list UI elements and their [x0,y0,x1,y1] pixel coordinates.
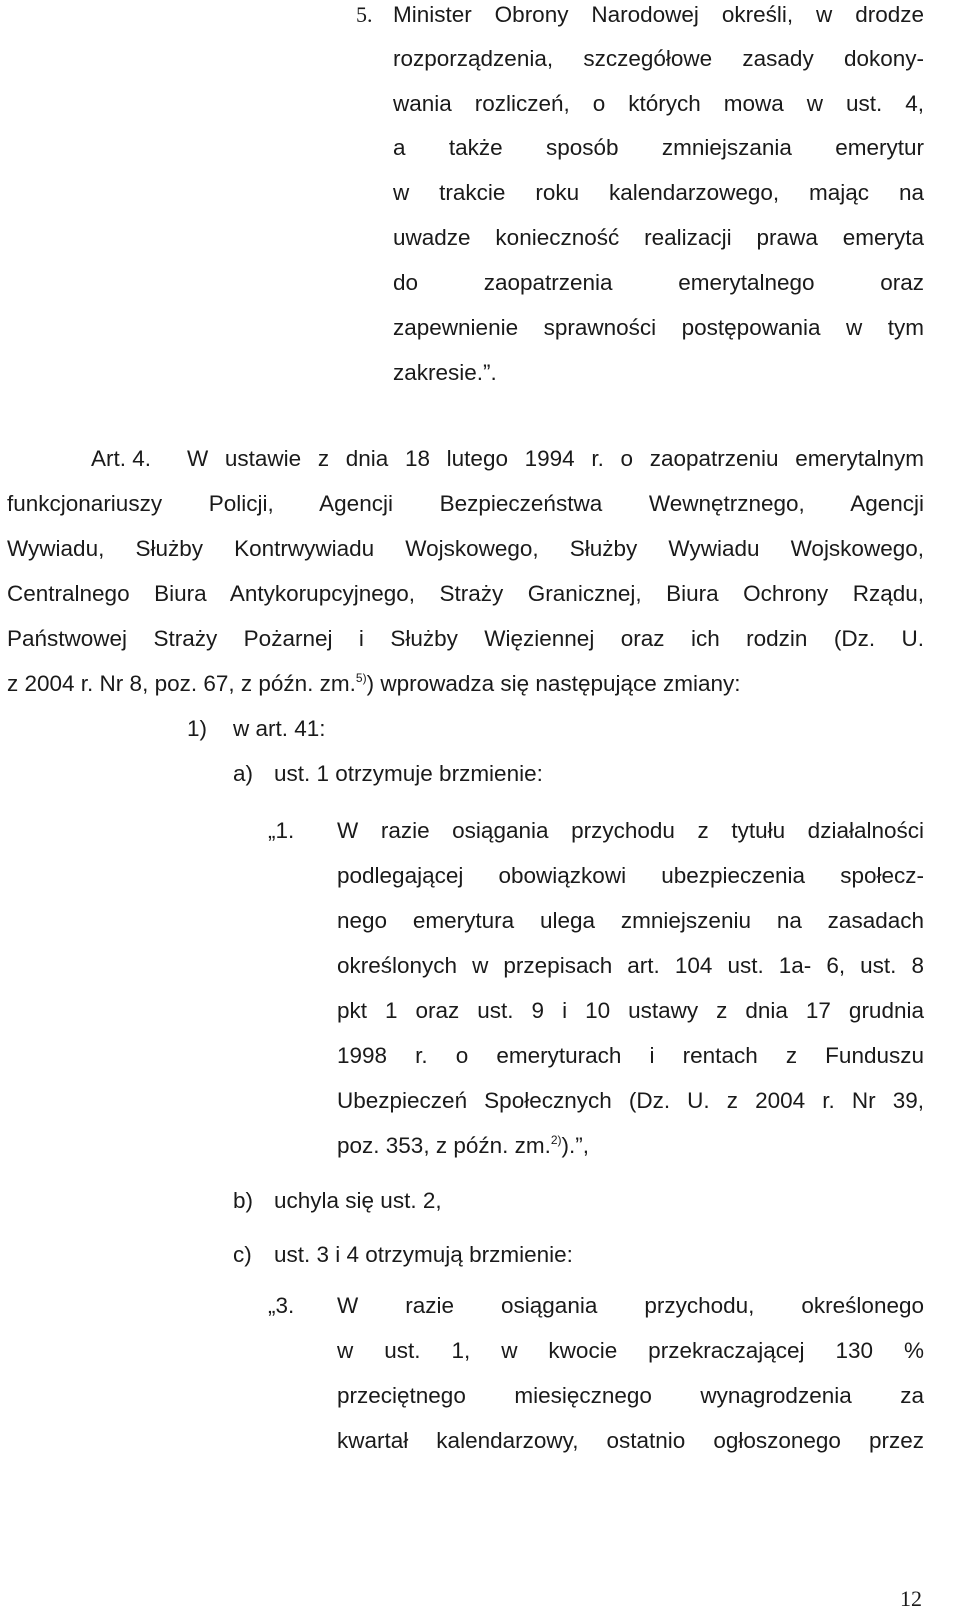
item-5-number: 5. [356,2,373,27]
letter-b-text: uchyla się ust. 2, [274,1188,442,1213]
item-5-line-5: w trakcie roku kalendarzowego, mając na [393,180,924,205]
letter-a-text: ust. 1 otrzymuje brzmienie: [274,761,543,786]
quote-3-line-4: kwartał kalendarzowy, ostatnio ogłoszonego przez [337,1428,924,1453]
quote-1-line-6: 1998 r. o emeryturach i rentach z Funduszu [337,1043,924,1068]
page-number: 12 [900,1586,922,1611]
letter-c-text: ust. 3 i 4 otrzymują brzmienie: [274,1242,573,1267]
point-1-label: 1) [187,716,208,741]
item-5-line-9: zakresie.”. [393,360,497,385]
quote-3-line-1: W razie osiągania przychodu, określonego [337,1293,924,1318]
article-4-line-6-start: z 2004 r. Nr 8, poz. 67, z późn. zm. [7,671,356,696]
quote-1-number: „1. [268,818,295,843]
item-5-line-7: do zaopatrzenia emerytalnego oraz [393,270,924,295]
letter-a-label: a) [233,761,254,786]
letter-c-label: c) [233,1242,252,1267]
quote-3-line-3: przeciętnego miesięcznego wynagrodzenia za [337,1383,924,1408]
quote-1-line-8-start: poz. 353, z późn. zm. [337,1133,551,1158]
quote-1-line-8-end: ).”, [561,1133,590,1158]
item-5-line-6: uwadze konieczność realizacji prawa emeryta [393,225,924,250]
item-5-line-4: a także sposób zmniejszania emerytur [393,135,924,160]
article-4-line-6-end: ) wprowadza się następujące zmiany: [366,671,741,696]
item-5-line-8: zapewnienie sprawności postępowania w tym [393,315,924,340]
quote-3-line-2: w ust. 1, w kwocie przekraczającej 130 % [337,1338,924,1363]
article-4-label: Art. 4. [91,446,152,471]
quote-1-line-4: określonych w przepisach art. 104 ust. 1a- 6, ust. 8 [337,953,924,978]
footnote-ref-5: 5) [355,671,367,685]
quote-1-line-2: podlegającej obowiązkowi ubezpieczenia społecz- [337,863,924,888]
article-4-line-3: Wywiadu, Służby Kontrwywiadu Wojskowego, Służby Wywiadu Wojskowego, [7,536,924,561]
quote-1-line-8 [337,1131,589,1161]
article-4-line-1: W ustawie z dnia 18 lutego 1994 r. o zaopatrzeniu emerytalnym [187,446,924,471]
point-1-text: w art. 41: [233,716,326,741]
quote-3-number: „3. [268,1293,295,1318]
item-5-line-1: Minister Obrony Narodowej określi, w drodze [393,2,924,27]
article-4-line-2: funkcjonariuszy Policji, Agencji Bezpieczeństwa Wewnętrznego, Agencji [7,491,924,516]
article-4-line-4: Centralnego Biura Antykorupcyjnego, Straży Granicznej, Biura Ochrony Rządu, [7,581,924,606]
item-5-line-3: wania rozliczeń, o których mowa w ust. 4, [393,91,924,116]
article-4-line-5: Państwowej Straży Pożarnej i Służby Więziennej oraz ich rodzin (Dz. U. [7,626,924,651]
letter-b-label: b) [233,1188,254,1213]
quote-1-line-1: W razie osiągania przychodu z tytułu działalności [337,818,924,843]
quote-1-line-3: nego emerytura ulega zmniejszeniu na zasadach [337,908,924,933]
article-4-line-6 [7,669,741,699]
quote-1-line-5: pkt 1 oraz ust. 9 i 10 ustawy z dnia 17 grudnia [337,998,924,1023]
item-5-line-2: rozporządzenia, szczegółowe zasady dokony- [393,46,924,71]
footnote-ref-2: 2) [550,1133,562,1147]
quote-1-line-7: Ubezpieczeń Społecznych (Dz. U. z 2004 r. Nr 39, [337,1088,924,1113]
